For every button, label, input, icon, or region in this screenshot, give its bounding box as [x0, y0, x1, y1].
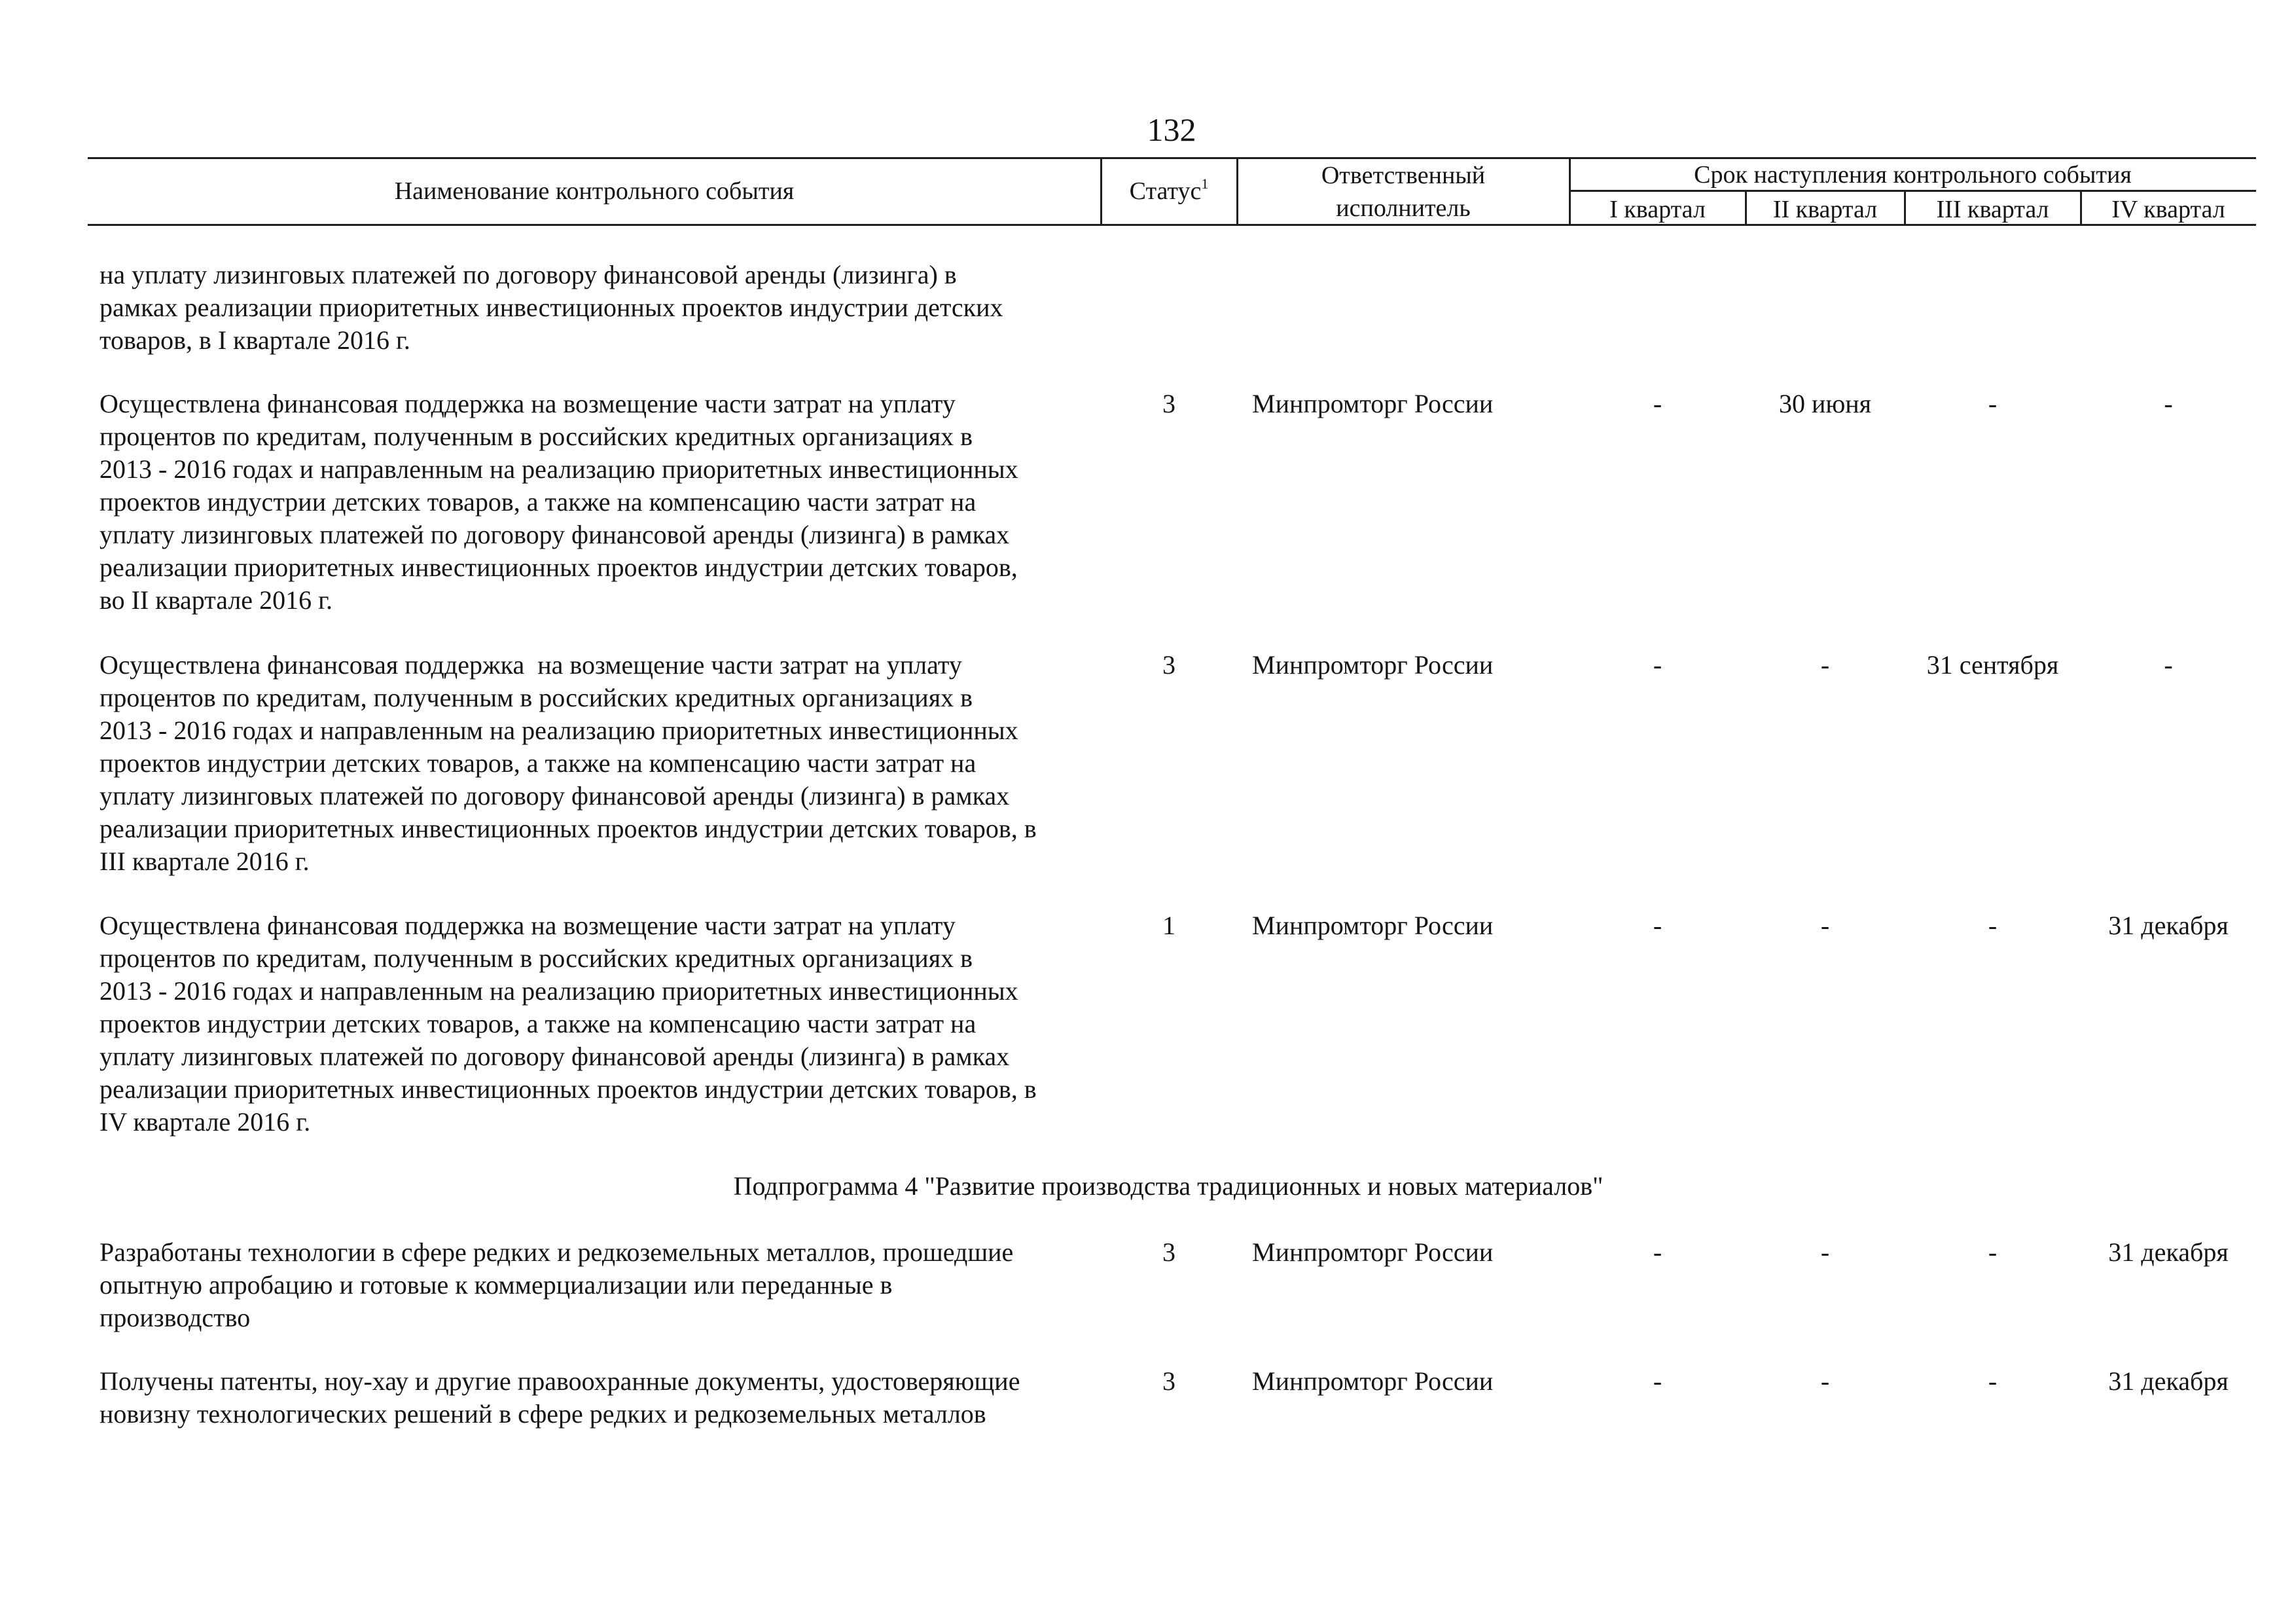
status-cell: 3 — [1162, 650, 1175, 680]
status-cell: 3 — [1162, 1237, 1175, 1267]
event-description-line: проектов индустрии детских товаров, а также на компенсацию части затрат на — [99, 748, 977, 778]
status-cell: 3 — [1162, 389, 1175, 418]
quarter-3-cell: 31 сентября — [1926, 650, 2059, 680]
event-description-line: реализации приоритетных инвестиционных проектов индустрии детских товаров, в — [99, 814, 1037, 843]
quarter-4-cell: 31 декабря — [2108, 1237, 2229, 1267]
quarter-4-cell: 31 декабря — [2108, 1366, 2229, 1396]
quarter-2-cell: - — [1820, 911, 1830, 940]
responsible-cell: Минпромторг России — [1252, 911, 1494, 940]
status-cell: 3 — [1162, 1366, 1175, 1396]
header-responsible-line1: Ответственный — [1321, 162, 1486, 189]
quarter-1-cell: - — [1653, 389, 1662, 418]
deadline-sub-rule — [1570, 190, 2256, 192]
event-description-line: процентов по кредитам, полученным в российских кредитных организациях в — [99, 943, 973, 973]
subprogram-heading: Подпрограмма 4 "Развитие производства традиционных и новых материалов" — [733, 1171, 1604, 1201]
event-description-line: рамках реализации приоритетных инвестиционных проектов индустрии детских — [99, 293, 1003, 322]
responsible-cell: Минпромторг России — [1252, 650, 1494, 680]
footnote-marker: 1 — [1201, 175, 1209, 192]
event-description-line: Осуществлена финансовая поддержка на возмещение части затрат на уплату — [99, 650, 962, 680]
quarter-3-cell: - — [1988, 389, 1998, 418]
event-description-line: уплату лизинговых платежей по договору финансовой аренды (лизинга) в рамках — [99, 520, 1010, 549]
header-event-name — [88, 176, 1101, 206]
event-description-line: реализации приоритетных инвестиционных проектов индустрии детских товаров, в — [99, 1074, 1037, 1104]
event-description-line: опытную апробацию и готовые к коммерциализации или переданные в — [99, 1270, 893, 1300]
event-description-line: реализации приоритетных инвестиционных проектов индустрии детских товаров, — [99, 553, 1018, 582]
quarter-1-cell: - — [1653, 911, 1662, 940]
page-number: 132 — [1147, 111, 1196, 148]
event-description-line: Осуществлена финансовая поддержка на возмещение части затрат на уплату — [99, 389, 956, 418]
event-description-line: процентов по кредитам, полученным в российских кредитных организациях в — [99, 683, 973, 712]
header-deadline: Срок наступления контрольного события — [1694, 161, 2132, 189]
quarter-4-cell: 31 декабря — [2108, 911, 2229, 940]
event-description-line: III квартале 2016 г. — [99, 847, 310, 876]
responsible-cell: Минпромторг России — [1252, 1237, 1494, 1267]
quarter-3-cell: - — [1988, 1366, 1998, 1396]
event-description-line: во II квартале 2016 г. — [99, 585, 332, 615]
event-description-line: на уплату лизинговых платежей по договору финансовой аренды (лизинга) в — [99, 260, 957, 289]
quarter-2-cell: 30 июня — [1778, 389, 1872, 418]
header-quarter-4: IV квартал — [2111, 196, 2225, 223]
header-status-text: Статус — [1129, 177, 1202, 205]
status-cell: 1 — [1162, 911, 1175, 940]
responsible-cell: Минпромторг России — [1252, 389, 1494, 418]
quarter-4-cell: - — [2164, 389, 2173, 418]
quarter-1-cell: - — [1653, 650, 1662, 680]
quarter-2-cell: - — [1820, 650, 1830, 680]
quarter-2-cell: - — [1820, 1366, 1830, 1396]
header-top-rule — [88, 157, 2256, 159]
event-description-line: 2013 - 2016 годах и направленным на реализацию приоритетных инвестиционных — [99, 454, 1018, 484]
event-description-line: уплату лизинговых платежей по договору финансовой аренды (лизинга) в рамках — [99, 1042, 1010, 1071]
header-quarter-3: III квартал — [1936, 196, 2049, 223]
event-description-line: 2013 - 2016 годах и направленным на реализацию приоритетных инвестиционных — [99, 716, 1018, 745]
header-event-name-text: Наименование контрольного события — [394, 177, 795, 205]
header-status — [1101, 176, 1237, 206]
quarter-3-cell: - — [1988, 1237, 1998, 1267]
quarter-4-cell: - — [2164, 650, 2173, 680]
quarter-1-cell: - — [1653, 1237, 1662, 1267]
event-description-line: товаров, в I квартале 2016 г. — [99, 325, 410, 355]
event-description-line: уплату лизинговых платежей по договору финансовой аренды (лизинга) в рамках — [99, 781, 1010, 811]
event-description-line: Получены патенты, ноу-хау и другие правоохранные документы, удостоверяющие — [99, 1366, 1020, 1396]
header-quarter-2: II квартал — [1772, 196, 1878, 223]
event-description-line: Разработаны технологии в сфере редких и редкоземельных металлов, прошедшие — [99, 1237, 1014, 1267]
event-description-line: Осуществлена финансовая поддержка на возмещение части затрат на уплату — [99, 911, 956, 940]
header-responsible-line2: исполнитель — [1336, 194, 1471, 222]
event-description-line: новизну технологических решений в сфере редких и редкоземельных металлов — [99, 1399, 986, 1429]
event-description-line: процентов по кредитам, полученным в российских кредитных организациях в — [99, 422, 973, 451]
quarter-3-cell: - — [1988, 911, 1998, 940]
event-description-line: проектов индустрии детских товаров, а также на компенсацию части затрат на — [99, 1009, 977, 1038]
header-quarter-1: I квартал — [1609, 196, 1706, 223]
quarter-2-cell: - — [1820, 1237, 1830, 1267]
event-description-line: IV квартале 2016 г. — [99, 1107, 311, 1137]
event-description-line: проектов индустрии детских товаров, а также на компенсацию части затрат на — [99, 487, 977, 517]
event-description-line: 2013 - 2016 годах и направленным на реализацию приоритетных инвестиционных — [99, 976, 1018, 1006]
quarter-1-cell: - — [1653, 1366, 1662, 1396]
responsible-cell: Минпромторг России — [1252, 1366, 1494, 1396]
event-description-line: производство — [99, 1303, 251, 1332]
